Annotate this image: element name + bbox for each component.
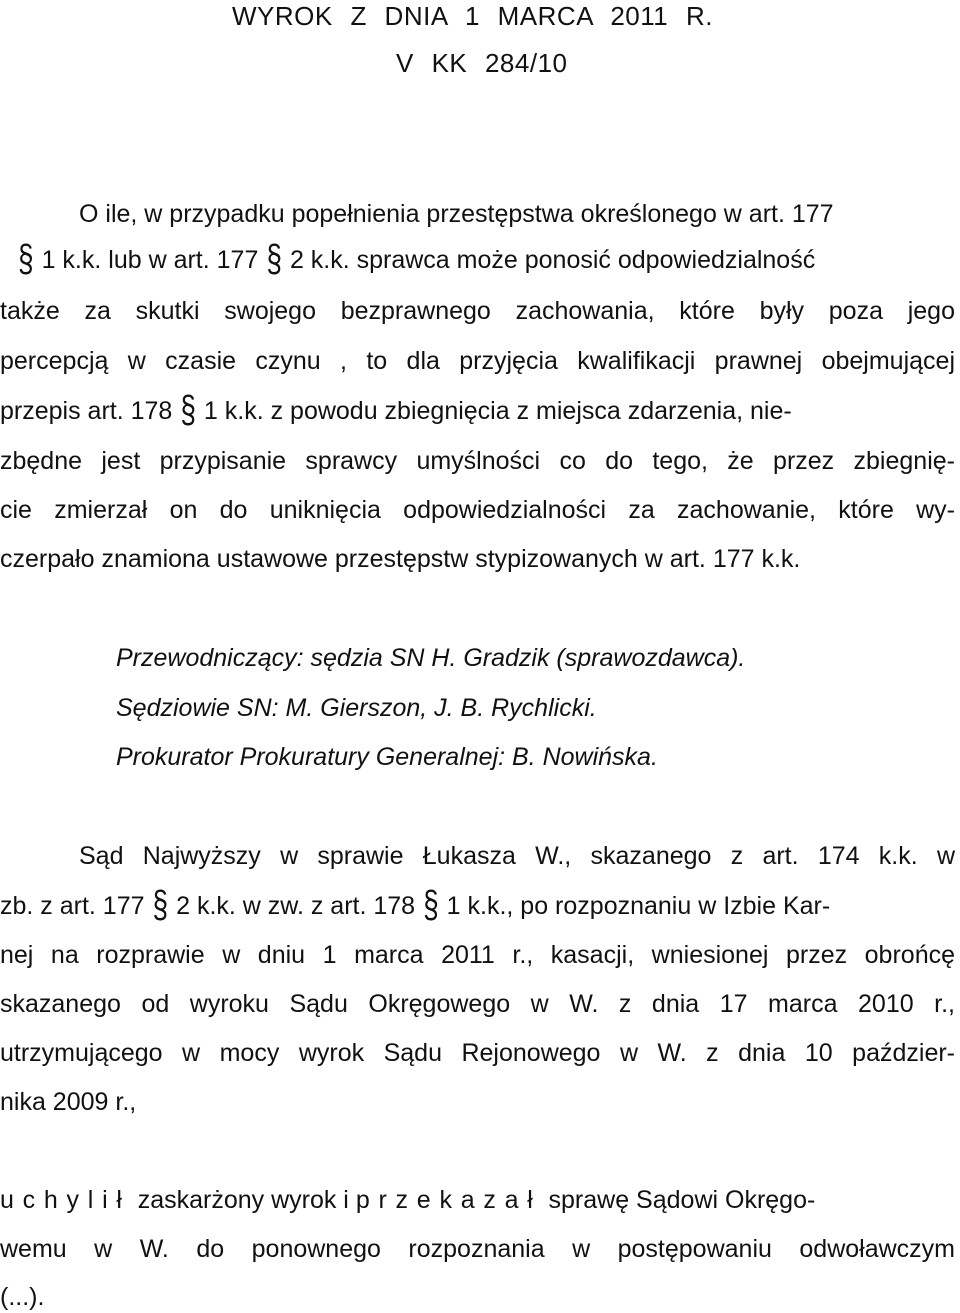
thesis-line-2-part-b: 2 k.k. sprawca może ponosić odpowiedzialność: [289, 246, 816, 274]
section-symbol-icon: §: [152, 883, 169, 926]
section-symbol-icon: §: [423, 883, 439, 926]
ruling-line-2-part-a: zb. z art. 177: [0, 892, 145, 920]
ruling-line-1: Sąd Najwyższy w sprawie Łukasza W., skazanego z art. 174 k.k. w: [79, 842, 955, 870]
thesis-line-8: czerpało znamiona ustawowe przestępstw stypizowanych w art. 177 k.k.: [0, 545, 801, 573]
prosecutor: Prokurator Prokuratury Generalnej: B. Nowińska.: [116, 743, 658, 771]
section-symbol-icon: §: [18, 237, 34, 280]
decision-line-3: (...).: [0, 1283, 45, 1311]
ruling-line-3: nej na rozprawie w dniu 1 marca 2011 r., kasacji, wniesionej przez obrońcę: [0, 941, 955, 969]
thesis-line-4: percepcją w czasie czynu , to dla przyjęcia kwalifikacji prawnej obejmującej: [0, 347, 955, 375]
thesis-line-1: O ile, w przypadku popełnienia przestępstwa określonego w art. 177: [79, 200, 834, 228]
decision-text-2: sprawę Sądowi Okręgo-: [548, 1186, 816, 1214]
judgment-title: WYROK Z DNIA 1 MARCA 2011 R.: [232, 1, 713, 31]
thesis-line-5-part-a: przepis art. 178: [0, 397, 173, 425]
ruling-line-5: utrzymującego w mocy wyrok Sądu Rejonowego w W. z dnia 10 paździer-: [0, 1039, 955, 1067]
judges: Sędziowie SN: M. Gierszon, J. B. Rychlicki.: [116, 694, 597, 722]
section-symbol-icon: §: [180, 388, 196, 431]
presiding-judge: Przewodniczący: sędzia SN H. Gradzik (sprawozdawca).: [116, 644, 746, 672]
thesis-line-5: [0, 388, 792, 431]
ruling-line-6: nika 2009 r.,: [0, 1088, 137, 1116]
case-number: V KK 284/10: [396, 48, 568, 78]
ruling-line-2: [0, 883, 831, 926]
thesis-line-5-part-b: 1 k.k. z powodu zbiegnięcia z miejsca zdarzenia, nie-: [203, 397, 792, 425]
ruling-line-4: skazanego od wyroku Sądu Okręgowego w W. z dnia 17 marca 2010 r.,: [0, 990, 955, 1018]
thesis-line-3: także za skutki swojego bezprawnego zachowania, które były poza jego: [0, 297, 955, 325]
section-symbol-icon: §: [266, 237, 282, 280]
thesis-line-6: zbędne jest przypisanie sprawcy umyślności co do tego, że przez zbiegnię-: [0, 447, 955, 475]
ruling-line-2-part-c: 1 k.k., po rozpoznaniu w Izbie Kar-: [446, 892, 831, 920]
thesis-line-2: [10, 237, 816, 280]
ruling-line-2-part-b: 2 k.k. w zw. z art. 178: [176, 892, 416, 920]
decision-verb-annul: uchylił: [0, 1186, 131, 1214]
decision-line-2: wemu w W. do ponownego rozpoznania w postępowaniu odwoławczym: [0, 1235, 955, 1263]
decision-verb-transfer: przekazał: [355, 1186, 542, 1214]
thesis-line-2-part-a: 1 k.k. lub w art. 177: [41, 246, 259, 274]
decision-text-1: zaskarżony wyrok i: [137, 1186, 349, 1214]
thesis-line-7: cie zmierzał on do uniknięcia odpowiedzialności za zachowanie, które wy-: [0, 496, 955, 524]
decision-line-1: [0, 1184, 815, 1216]
